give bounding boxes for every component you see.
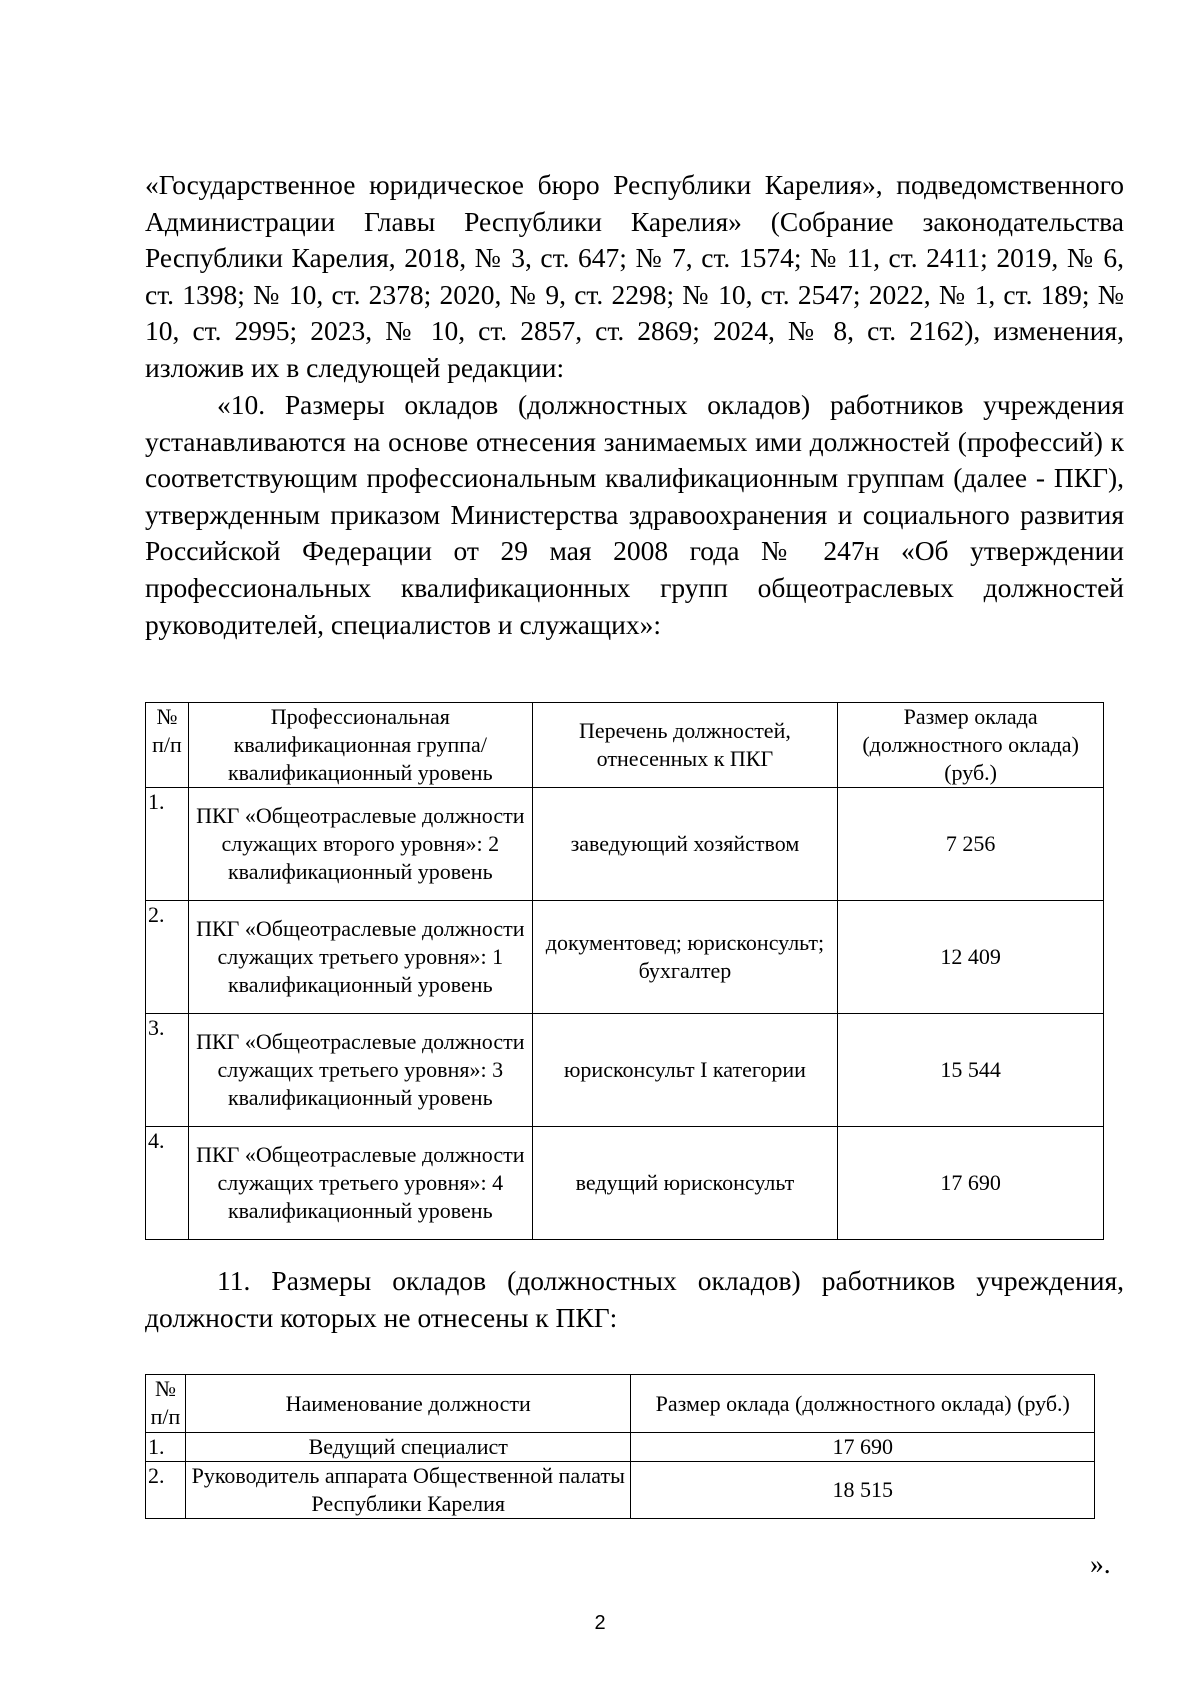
- row-num: 4.: [146, 1127, 189, 1240]
- table-header-row: [146, 703, 1104, 788]
- row-num: 1.: [146, 788, 189, 901]
- header-group: Профессиональная квалификационная группа/ квалификационный уровень: [188, 703, 532, 788]
- paragraph-11: 11. Размеры окладов (должностных окладов) работников учреждения, должности которых не отнесены к ПКГ:: [145, 1265, 1124, 1333]
- row-group: ПКГ «Общеотраслевые должности служащих третьего уровня»: 3 квалификационный уровень: [188, 1014, 532, 1127]
- row-salary: 7 256: [838, 788, 1104, 901]
- header-salary: Размер оклада (должностного оклада) (руб.): [631, 1375, 1095, 1433]
- header-positions: Перечень должностей, отнесенных к ПКГ: [532, 703, 838, 788]
- row-positions: ведущий юрисконсульт: [532, 1127, 838, 1240]
- table-row: [146, 1127, 1104, 1240]
- table-header-row: [146, 1375, 1095, 1433]
- intro-paragraph: «Государственное юридическое бюро Республики Карелия», подведомственного Администрации Главы Республики Карелия» (Собрание законодательства Республики Карелия, 2018, № 3, ст. 647; № 7, ст. 1574; № 11, ст. 2411; 2019, № 6, ст. 1398; № 10, ст. 2378; 2020, № 9, ст. 2298; № 10, ст. 2547; 2022, № 1, ст. 189; № 10, ст. 2995; 2023, № 10, ст. 2857, ст. 2869; 2024, № 8, ст. 2162), изменения, изложив их в следующей редакции:: [145, 169, 1124, 383]
- row-salary: 17 690: [838, 1127, 1104, 1240]
- header-salary: Размер оклада (должностного оклада) (руб.): [838, 703, 1104, 788]
- row-num: 2.: [146, 1462, 186, 1519]
- row-group: ПКГ «Общеотраслевые должности служащих второго уровня»: 2 квалификационный уровень: [188, 788, 532, 901]
- pkg-salary-table: [145, 702, 1104, 1240]
- row-salary: 15 544: [838, 1014, 1104, 1127]
- table-row: [146, 1462, 1095, 1519]
- other-positions-table: [145, 1374, 1095, 1519]
- row-positions: заведующий хозяйством: [532, 788, 838, 901]
- table-row: [146, 1433, 1095, 1462]
- row-salary: 17 690: [631, 1433, 1095, 1462]
- row-name: Руководитель аппарата Общественной палаты Республики Карелия: [185, 1462, 631, 1519]
- page-number: 2: [594, 1612, 606, 1634]
- row-positions: документовед; юрисконсульт; бухгалтер: [532, 901, 838, 1014]
- row-group: ПКГ «Общеотраслевые должности служащих третьего уровня»: 1 квалификационный уровень: [188, 901, 532, 1014]
- closing-quote: ».: [1090, 1548, 1111, 1579]
- row-name: Ведущий специалист: [185, 1433, 631, 1462]
- row-num: 2.: [146, 901, 189, 1014]
- row-num: 1.: [146, 1433, 186, 1462]
- row-salary: 12 409: [838, 901, 1104, 1014]
- table-row: [146, 901, 1104, 1014]
- table-row: [146, 788, 1104, 901]
- header-num: № п/п: [146, 1375, 186, 1433]
- header-num: № п/п: [146, 703, 189, 788]
- header-name: Наименование должности: [185, 1375, 631, 1433]
- row-salary: 18 515: [631, 1462, 1095, 1519]
- table-row: [146, 1014, 1104, 1127]
- row-positions: юрисконсульт I категории: [532, 1014, 838, 1127]
- row-num: 3.: [146, 1014, 189, 1127]
- paragraph-10: «10. Размеры окладов (должностных окладов) работников учреждения устанавливаются на основе отнесения занимаемых ими должностей (профессий) к соответствующим профессиональным квалификационным группам (далее - ПКГ), утвержденным приказом Министерства здравоохранения и социального развития Российской Федерации от 29 мая 2008 года № 247н «Об утверждении профессиональных квалификационных групп общеотраслевых должностей руководителей, специалистов и служащих»:: [145, 389, 1124, 640]
- row-group: ПКГ «Общеотраслевые должности служащих третьего уровня»: 4 квалификационный уровень: [188, 1127, 532, 1240]
